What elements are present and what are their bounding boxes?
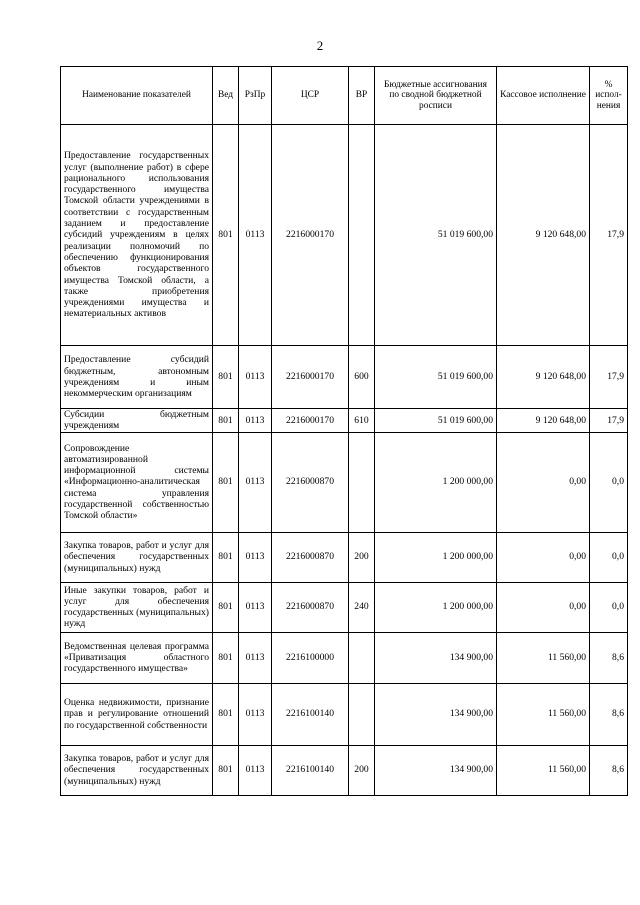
header-budget: Бюджетные ассигнования по сводной бюджетной росписи bbox=[375, 67, 497, 125]
header-percent: % испол-нения bbox=[590, 67, 628, 125]
row-budget: 51 019 600,00 bbox=[375, 125, 497, 346]
row-rzpr: 0113 bbox=[239, 683, 272, 745]
table-row bbox=[61, 632, 628, 683]
row-vr bbox=[349, 683, 375, 745]
row-percent: 17,9 bbox=[590, 346, 628, 409]
row-ved: 801 bbox=[213, 683, 239, 745]
table-row bbox=[61, 532, 628, 582]
row-csr: 2216000870 bbox=[272, 582, 349, 632]
header-ved: Вед bbox=[213, 67, 239, 125]
row-csr: 2216000170 bbox=[272, 346, 349, 409]
row-percent: 8,6 bbox=[590, 745, 628, 795]
row-name: Субсидии бюджетным учреждениям bbox=[61, 409, 213, 433]
header-rzpr: РзПр bbox=[239, 67, 272, 125]
row-percent: 0,0 bbox=[590, 532, 628, 582]
row-rzpr: 0113 bbox=[239, 409, 272, 433]
row-rzpr: 0113 bbox=[239, 632, 272, 683]
row-percent: 8,6 bbox=[590, 632, 628, 683]
row-csr: 2216100140 bbox=[272, 683, 349, 745]
row-budget: 1 200 000,00 bbox=[375, 432, 497, 532]
header-name: Наименование показателей bbox=[61, 67, 213, 125]
row-name: Закупка товаров, работ и услуг для обеспечения государственных (муниципальных) нужд bbox=[61, 532, 213, 582]
row-csr: 2216000870 bbox=[272, 432, 349, 532]
row-cash: 9 120 648,00 bbox=[497, 125, 590, 346]
row-budget: 134 900,00 bbox=[375, 745, 497, 795]
row-name: Предоставление государственных услуг (выполнение работ) в сфере рационального использования государственного имущества Томской области учреждениями в соответствии с государственным заданием и предоставление субсидий учреждениям в целях реализации полномочий по обеспечению функционирования объектов государственного имущества Томской области, а также приобретения учреждениями имущества и нематериальных активов bbox=[61, 125, 213, 346]
row-ved: 801 bbox=[213, 432, 239, 532]
row-vr bbox=[349, 632, 375, 683]
row-csr: 2216000870 bbox=[272, 532, 349, 582]
row-percent: 0,0 bbox=[590, 582, 628, 632]
row-cash: 9 120 648,00 bbox=[497, 346, 590, 409]
row-budget: 1 200 000,00 bbox=[375, 532, 497, 582]
row-vr bbox=[349, 432, 375, 532]
budget-execution-table bbox=[60, 66, 628, 796]
row-ved: 801 bbox=[213, 745, 239, 795]
row-budget: 134 900,00 bbox=[375, 683, 497, 745]
row-ved: 801 bbox=[213, 346, 239, 409]
table-row bbox=[61, 582, 628, 632]
page-number: 2 bbox=[316, 38, 324, 53]
header-csr: ЦСР bbox=[272, 67, 349, 125]
row-percent: 17,9 bbox=[590, 125, 628, 346]
row-ved: 801 bbox=[213, 532, 239, 582]
row-vr bbox=[349, 125, 375, 346]
row-rzpr: 0113 bbox=[239, 582, 272, 632]
table-row bbox=[61, 683, 628, 745]
row-csr: 2216000170 bbox=[272, 125, 349, 346]
row-rzpr: 0113 bbox=[239, 346, 272, 409]
table-row bbox=[61, 409, 628, 433]
row-rzpr: 0113 bbox=[239, 432, 272, 532]
row-ved: 801 bbox=[213, 125, 239, 346]
row-csr: 2216100000 bbox=[272, 632, 349, 683]
row-ved: 801 bbox=[213, 632, 239, 683]
row-cash: 11 560,00 bbox=[497, 632, 590, 683]
row-cash: 0,00 bbox=[497, 532, 590, 582]
row-cash: 0,00 bbox=[497, 432, 590, 532]
row-vr: 610 bbox=[349, 409, 375, 433]
row-cash: 11 560,00 bbox=[497, 745, 590, 795]
table-row bbox=[61, 346, 628, 409]
row-percent: 0,0 bbox=[590, 432, 628, 532]
row-name: Иные закупки товаров, работ и услуг для обеспечения государственных (муниципальных) нужд bbox=[61, 582, 213, 632]
row-csr: 2216000170 bbox=[272, 409, 349, 433]
row-name: Ведомственная целевая программа «Приватизация областного государственного имущества» bbox=[61, 632, 213, 683]
row-vr: 200 bbox=[349, 532, 375, 582]
table-header-row bbox=[61, 67, 628, 125]
row-rzpr: 0113 bbox=[239, 125, 272, 346]
row-vr: 240 bbox=[349, 582, 375, 632]
row-vr: 600 bbox=[349, 346, 375, 409]
row-cash: 9 120 648,00 bbox=[497, 409, 590, 433]
row-budget: 51 019 600,00 bbox=[375, 409, 497, 433]
row-csr: 2216100140 bbox=[272, 745, 349, 795]
header-cash: Кассовое исполнение bbox=[497, 67, 590, 125]
table-row bbox=[61, 125, 628, 346]
row-ved: 801 bbox=[213, 409, 239, 433]
header-vr: ВР bbox=[349, 67, 375, 125]
row-rzpr: 0113 bbox=[239, 532, 272, 582]
row-name: Сопровождение автоматизированной информационной системы «Информационно-аналитическая система управления государственной собственностью Томской области» bbox=[61, 432, 213, 532]
row-percent: 17,9 bbox=[590, 409, 628, 433]
row-vr: 200 bbox=[349, 745, 375, 795]
row-percent: 8,6 bbox=[590, 683, 628, 745]
row-name: Предоставление субсидий бюджетным, автономным учреждениям и иным некоммерческим организациям bbox=[61, 346, 213, 409]
row-ved: 801 bbox=[213, 582, 239, 632]
row-name: Оценка недвижимости, признание прав и регулирование отношений по государственной собственности bbox=[61, 683, 213, 745]
row-rzpr: 0113 bbox=[239, 745, 272, 795]
row-budget: 134 900,00 bbox=[375, 632, 497, 683]
row-budget: 51 019 600,00 bbox=[375, 346, 497, 409]
table-row bbox=[61, 745, 628, 795]
row-cash: 0,00 bbox=[497, 582, 590, 632]
row-name: Закупка товаров, работ и услуг для обеспечения государственных (муниципальных) нужд bbox=[61, 745, 213, 795]
row-cash: 11 560,00 bbox=[497, 683, 590, 745]
table-row bbox=[61, 432, 628, 532]
row-budget: 1 200 000,00 bbox=[375, 582, 497, 632]
